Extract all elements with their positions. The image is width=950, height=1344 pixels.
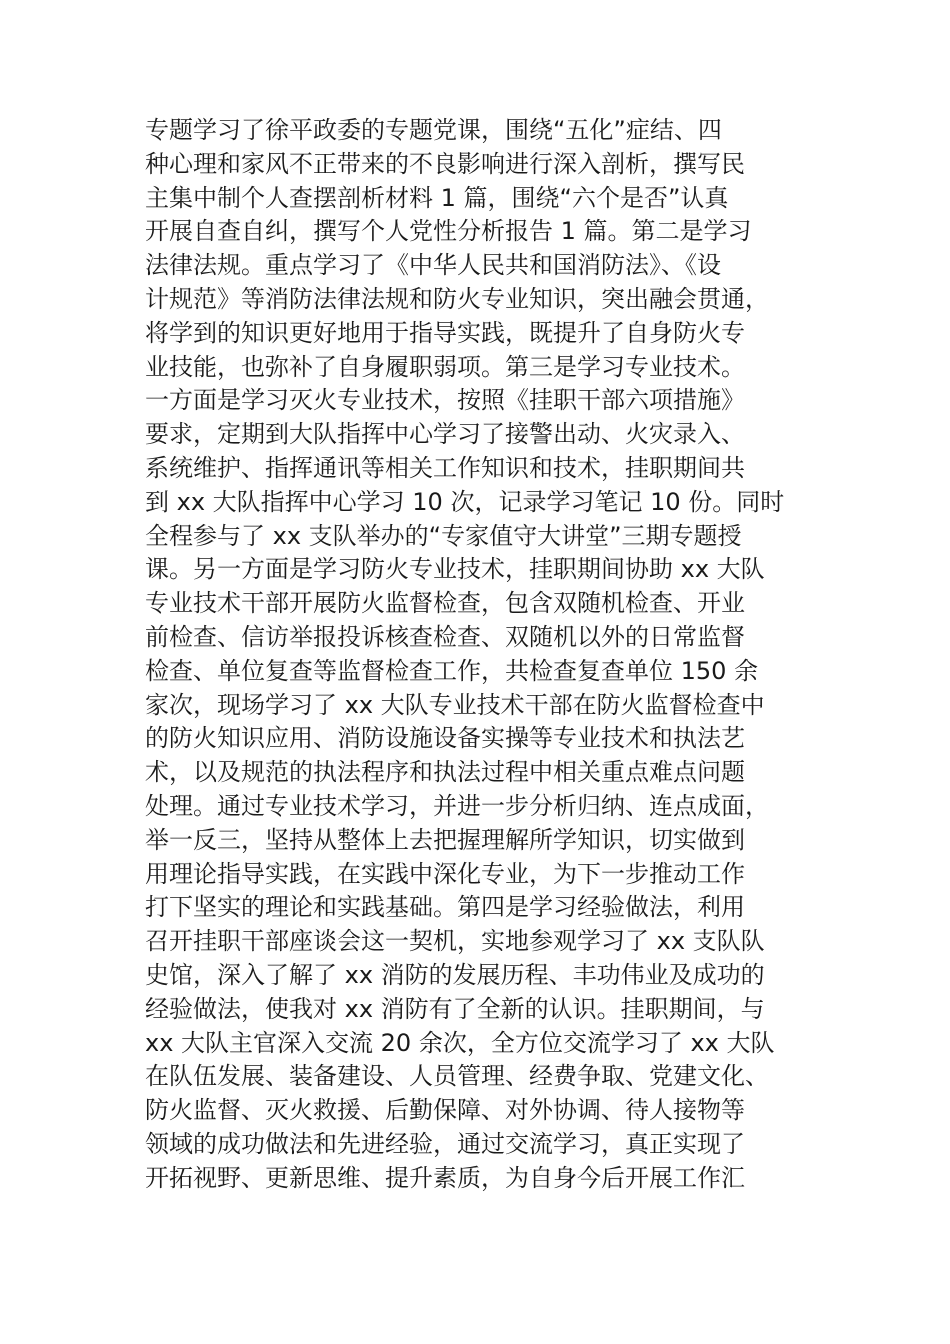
text-line: 专业技术干部开展防火监督检查，包含双随机检查、开业	[145, 589, 745, 618]
text-line: xx 大队主官深入交流 20 余次，全方位交流学习了 xx 大队	[145, 1028, 775, 1057]
text-line: 领域的成功做法和先进经验，通过交流学习，真正实现了	[145, 1129, 745, 1158]
text-line: 课。另一方面是学习防火专业技术，挂职期间协助 xx 大队	[145, 555, 765, 584]
text-line: 打下坚实的理论和实践基础。第四是学习经验做法，利用	[145, 893, 745, 922]
text-line: 检查、单位复查等监督检查工作，共检查复查单位 150 余	[145, 656, 759, 685]
text-line: 召开挂职干部座谈会这一契机，实地参观学习了 xx 支队队	[145, 927, 765, 956]
text-line: 主集中制个人查摆剖析材料 1 篇，围绕“六个是否”认真	[145, 183, 729, 212]
text-line: 防火监督、灭火救援、后勤保障、对外协调、待人接物等	[145, 1096, 745, 1125]
text-line: 到 xx 大队指挥中心学习 10 次，记录学习笔记 10 份。同时	[145, 487, 785, 516]
text-line: 开展自查自纠，撰写个人党性分析报告 1 篇。第二是学习	[145, 217, 752, 246]
text-line: 种心理和家风不正带来的不良影响进行深入剖析，撰写民	[145, 149, 745, 178]
text-line: 术，以及规范的执法程序和执法过程中相关重点难点问题	[145, 758, 745, 787]
text-line: 家次，现场学习了 xx 大队专业技术干部在防火监督检查中	[145, 690, 765, 719]
text-line: 将学到的知识更好地用于指导实践，既提升了自身防火专	[145, 318, 745, 347]
text-line: 前检查、信访举报投诉核查检查、双随机以外的日常监督	[145, 622, 745, 651]
text-line: 的防火知识应用、消防设施设备实操等专业技术和执法艺	[145, 724, 745, 753]
text-line: 计规范》等消防法律法规和防火专业知识，突出融会贯通，	[145, 284, 769, 313]
text-line: 处理。通过专业技术学习，并进一步分析归纳、连点成面，	[145, 791, 769, 820]
text-line: 法律法规。重点学习了《中华人民共和国消防法》、《设	[145, 251, 721, 280]
text-line: 系统维护、指挥通讯等相关工作知识和技术，挂职期间共	[145, 453, 745, 482]
text-line: 专题学习了徐平政委的专题党课，围绕“五化”症结、四	[145, 116, 722, 144]
text-line: 史馆，深入了解了 xx 消防的发展历程、丰功伟业及成功的	[145, 960, 765, 989]
text-line: 经验做法，使我对 xx 消防有了全新的认识。挂职期间，与	[145, 994, 765, 1023]
body-paragraph	[145, 114, 815, 1196]
text-line: 全程参与了 xx 支队举办的“专家值守大讲堂”三期专题授	[145, 521, 742, 550]
text-line: 业技能，也弥补了自身履职弱项。第三是学习专业技术。	[145, 352, 745, 381]
text-line: 要求，定期到大队指挥中心学习了接警出动、火灾录入、	[145, 420, 745, 449]
text-line: 一方面是学习灭火专业技术，按照《挂职干部六项措施》	[145, 386, 745, 415]
text-line: 开拓视野、更新思维、提升素质，为自身今后开展工作汇	[145, 1163, 745, 1192]
text-line: 用理论指导实践，在实践中深化专业，为下一步推动工作	[145, 859, 745, 888]
text-line: 举一反三，坚持从整体上去把握理解所学知识，切实做到	[145, 825, 745, 854]
text-line: 在队伍发展、装备建设、人员管理、经费争取、党建文化、	[145, 1062, 769, 1091]
